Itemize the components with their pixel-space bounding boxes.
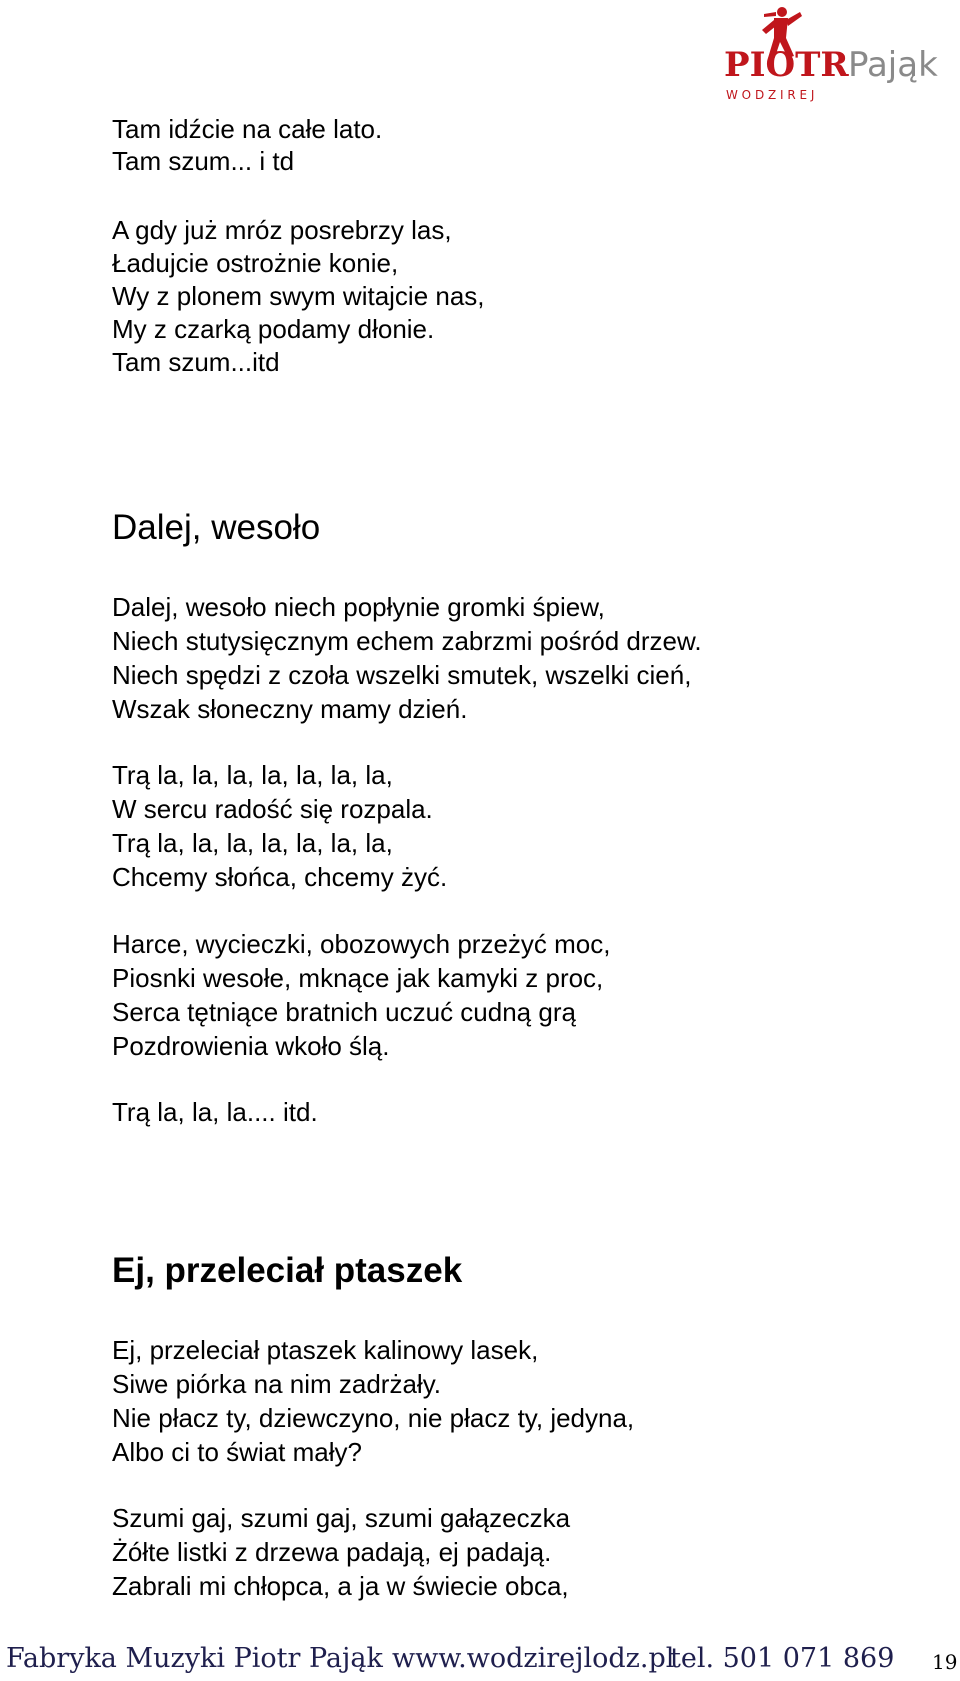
text-line: Trą la, la, la, la, la, la, la, bbox=[112, 760, 393, 790]
footer-website: www.wodzirejlodz.pl bbox=[392, 1643, 675, 1674]
text-line: Żółte listki z drzewa padają, ej padają. bbox=[112, 1537, 552, 1567]
logo-surname-text: Pająk bbox=[848, 45, 938, 85]
text-line: Zabrali mi chłopca, a ja w świecie obca, bbox=[112, 1571, 569, 1601]
text-line: Piosnki wesołe, mknące jak kamyki z proc, bbox=[112, 963, 604, 993]
text-line: My z czarką podamy dłonie. bbox=[112, 314, 435, 344]
page-footer bbox=[0, 1643, 960, 1677]
text-line: Nie płacz ty, dziewczyno, nie płacz ty, jedyna, bbox=[112, 1403, 635, 1433]
text-line: Tam idźcie na całe lato. bbox=[112, 114, 383, 144]
text-line: Ej, przeleciał ptaszek kalinowy lasek, bbox=[112, 1335, 539, 1365]
text-line: Niech spędzi z czoła wszelki smutek, wszelki cień, bbox=[112, 660, 692, 690]
text-line: W sercu radość się rozpala. bbox=[112, 794, 433, 824]
text-line: Tam szum... i td bbox=[112, 146, 295, 176]
text-line: Pozdrowienia wkoło ślą. bbox=[112, 1031, 390, 1061]
footer-phone: tel. 501 071 869 bbox=[670, 1643, 895, 1674]
text-line: Niech stutysięcznym echem zabrzmi pośród drzew. bbox=[112, 626, 702, 656]
text-line: Trą la, la, la.... itd. bbox=[112, 1097, 318, 1127]
footer-company: Fabryka Muzyki Piotr Pająk bbox=[6, 1643, 383, 1674]
text-line: Wy z plonem swym witajcie nas, bbox=[112, 281, 485, 311]
logo-tagline-text: W O D Z I R E J bbox=[726, 88, 815, 102]
text-line: Albo ci to świat mały? bbox=[112, 1437, 362, 1467]
text-line: Dalej, wesoło niech popłynie gromki śpiew, bbox=[112, 592, 605, 622]
text-line: A gdy już mróz posrebrzy las, bbox=[112, 215, 452, 245]
text-line: Serca tętniące bratnich uczuć cudną grą bbox=[112, 997, 576, 1027]
logo-name-text: PIOTR bbox=[724, 45, 849, 85]
text-line: Szumi gaj, szumi gaj, szumi gałązeczka bbox=[112, 1503, 571, 1533]
logo bbox=[724, 4, 956, 104]
text-line: Chcemy słońca, chcemy żyć. bbox=[112, 862, 448, 892]
song-title: Dalej, wesoło bbox=[112, 508, 321, 547]
text-line: Wszak słoneczny mamy dzień. bbox=[112, 694, 468, 724]
logo-graphic bbox=[724, 4, 956, 104]
text-line: Trą la, la, la, la, la, la, la, bbox=[112, 828, 393, 858]
text-line: Ładujcie ostrożnie konie, bbox=[112, 248, 399, 278]
page-number: 19 bbox=[932, 1650, 958, 1674]
song-title: Ej, przeleciał ptaszek bbox=[112, 1251, 463, 1290]
text-line: Harce, wycieczki, obozowych przeżyć moc, bbox=[112, 929, 611, 959]
text-line: Siwe piórka na nim zadrżały. bbox=[112, 1369, 441, 1399]
text-line: Tam szum...itd bbox=[112, 347, 280, 377]
